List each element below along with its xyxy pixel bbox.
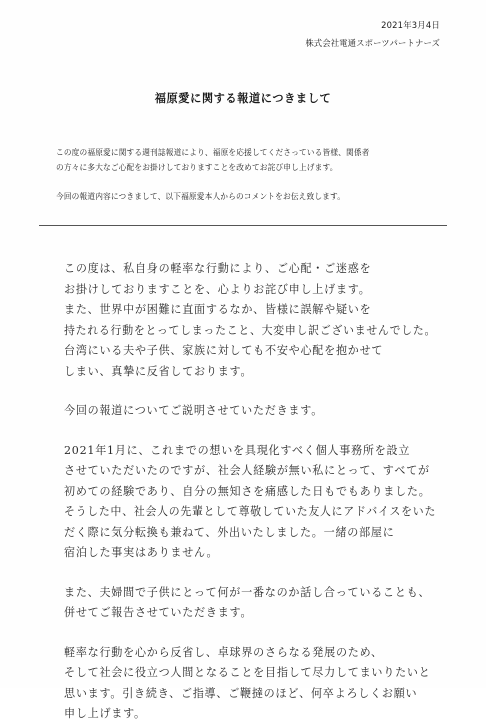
letter-line: 初めての経験であり、自分の無知さを痛感した日もでもありました。: [64, 483, 431, 498]
letter-line: だく際に気分転換も兼ねて、外出いたしました。一緒の部屋に: [64, 524, 395, 539]
paragraph-gap: [64, 421, 454, 440]
letter-line: 2021年1月に、これまでの想いを具現化すべく個人事務所を設立: [64, 442, 411, 457]
section-divider: [39, 225, 447, 226]
letter-line: そして社会に役立つ人間となることを目指して尽力してまいりたいと: [64, 665, 431, 679]
letter-line: お掛けしておりますことを、心よりお詫び申し上げます。: [64, 281, 371, 296]
letter-line: 持たれる行動をとってしまったこと、大変申し訳ございませんでした。: [64, 322, 437, 337]
letter-line: 台湾にいる夫や子供、家族に対しても不安や心配を抱かせて: [64, 343, 384, 357]
organization-name: 株式会社電通スポーツパートナーズ: [305, 38, 440, 48]
letter-line: 宿泊した事実はありません。: [64, 545, 219, 559]
release-date: 2021年3月4日: [381, 20, 440, 30]
letter-line: 軽率な行動を心から反省し、卓球界のさらなる発展のため、: [64, 644, 383, 659]
paragraph-gap: [64, 563, 454, 582]
intro-paragraph: [56, 145, 446, 175]
letter-line: この度は、私自身の軽率な行動により、ご心配・ご迷惑を: [64, 261, 372, 275]
lead-sentence: 今回の報道内容につきまして、以下福原愛本人からのコメントをお伝え致します。: [56, 192, 346, 201]
intro-line: の方々に多大なご心配をお掛けしておりますことを改めてお詫び申し上げます。: [56, 163, 338, 172]
letter-line: そうした中、社会人の先輩として尊敬していた友人にアドバイスをいた: [64, 504, 437, 518]
letter-line: また、世界中が困難に直面するなか、皆様に誤解や疑いを: [64, 302, 372, 316]
letter-line: 思います。引き続き、ご指導、ご鞭撻のほど、何卒よろしくお願い: [64, 685, 418, 700]
letter-line: 今回の報道についてご説明させていただきます。: [64, 403, 324, 417]
intro-line: この度の福原愛に関する週刊誌報道により、福原を応援してくださっている皆様、関係者: [56, 148, 370, 157]
paragraph-gap: [64, 381, 454, 400]
letter-line: しまい、真摯に反省しております。: [64, 363, 253, 378]
letter-line: 申し上げます。: [64, 706, 146, 720]
paragraph-gap: [64, 623, 454, 642]
handwritten-letter: [64, 258, 454, 724]
page-title: 福原愛に関する報道につきまして: [154, 92, 332, 105]
letter-line: また、夫婦間で子供にとって何が一番なのか話し合っていることも、: [64, 584, 431, 599]
letter-line: させていただいたのですが、社会人経験が無い私にとって、すべてが: [64, 463, 430, 477]
letter-line: 併せてご報告させていただきます。: [64, 605, 253, 619]
